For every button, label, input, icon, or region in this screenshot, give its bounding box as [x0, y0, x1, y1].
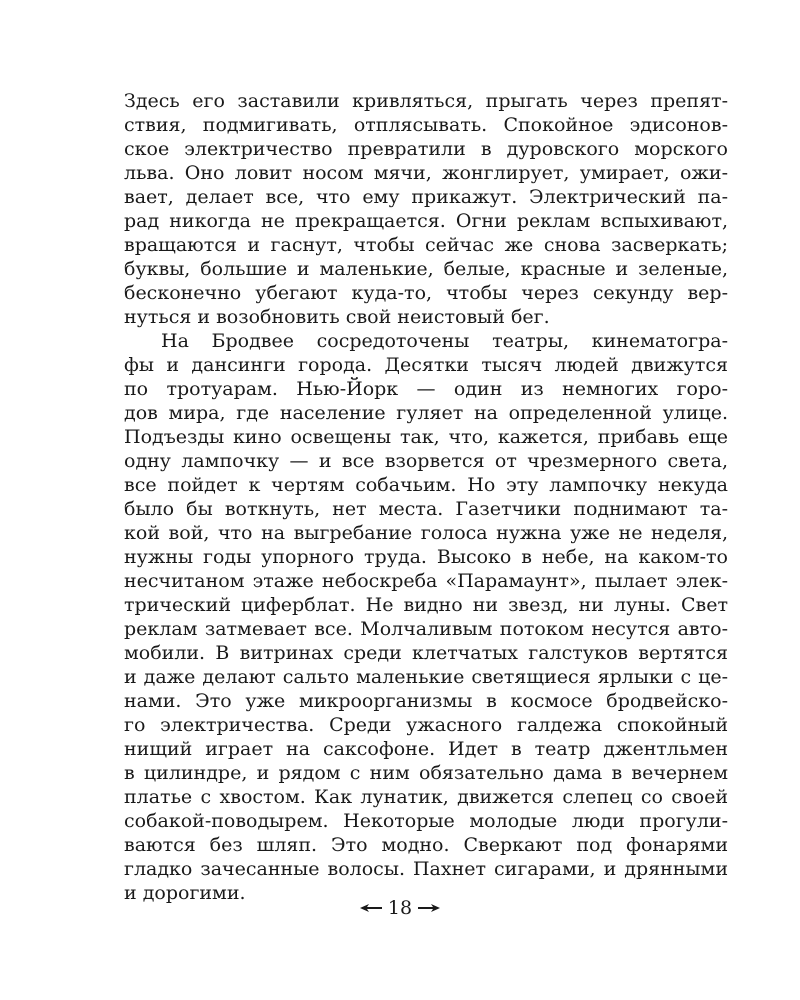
text-line: собакой-поводырем. Некоторые молодые люди прогули-	[124, 810, 728, 832]
text-line: На Бродвее сосредоточены театры, кинематогра-	[161, 330, 728, 352]
text-line: вает, делает все, что ему прикажут. Электрический па-	[124, 186, 728, 208]
text-line: несчитаном этаже небоскреба «Парамаунт», пылает элек-	[124, 570, 728, 592]
text-line: нуться и возобновить свой неистовый бег.	[124, 306, 550, 328]
page-body	[124, 89, 728, 905]
text-line: буквы, большие и маленькие, белые, красные и зеленые,	[124, 258, 728, 280]
text-line: платье с хвостом. Как лунатик, движется слепец со своей	[124, 786, 728, 808]
text-line: Подъезды кино освещены так, что, кажется, прибавь еще	[124, 426, 728, 448]
text-line: и дорогими.	[124, 882, 246, 904]
left-arrow-ornament-icon	[360, 903, 382, 913]
text-line: рад никогда не прекращается. Огни реклам вспыхивают,	[124, 210, 728, 232]
paragraph-2	[124, 329, 728, 905]
text-line: нищий играет на саксофоне. Идет в театр джентльмен	[124, 738, 728, 760]
text-line: льва. Оно ловит носом мячи, жонглирует, умирает, ожи-	[124, 162, 728, 184]
paragraph-1	[124, 89, 728, 329]
text-line: реклам затмевает все. Молчаливым потоком несутся авто-	[124, 618, 728, 640]
text-line: мобили. В витринах среди клетчатых галстуков вертятся	[124, 642, 728, 664]
text-line: кой вой, что на выгребание голоса нужна уже не неделя,	[124, 522, 728, 544]
text-line: нами. Это уже микроорганизмы в космосе бродвейско-	[124, 690, 728, 712]
text-line: ское электричество превратили в дуровского морского	[124, 138, 728, 160]
text-line: ваются без шляп. Это модно. Сверкают под фонарями	[124, 834, 728, 856]
text-line: дов мира, где население гуляет на определенной улице.	[124, 402, 728, 424]
text-line: нужны годы упорного труда. Высоко в небе, на каком-то	[124, 546, 728, 568]
text-line: Здесь его заставили кривляться, прыгать через препят-	[124, 90, 728, 112]
text-line: бесконечно убегают куда-то, чтобы через секунду вер-	[124, 282, 728, 304]
text-line: фы и дансинги города. Десятки тысяч людей движутся	[124, 354, 728, 376]
text-line: ствия, подмигивать, отплясывать. Спокойное эдисонов-	[124, 114, 728, 136]
right-arrow-ornament-icon	[418, 903, 440, 913]
text-line: гладко зачесанные волосы. Пахнет сигарами, и дрянными	[124, 858, 728, 880]
text-line: го электричества. Среди ужасного галдежа спокойный	[124, 714, 728, 736]
text-line: одну лампочку — и все взорвется от чрезмерного света,	[124, 450, 728, 472]
text-line: вращаются и гаснут, чтобы сейчас же снова засверкать;	[124, 234, 728, 256]
text-line: по тротуарам. Нью-Йорк — один из немногих горо-	[124, 378, 728, 400]
text-line: было бы воткнуть, нет места. Газетчики поднимают та-	[124, 498, 728, 520]
text-line: и даже делают сальто маленькие светящиеся ярлыки с це-	[124, 666, 728, 688]
text-line: в цилиндре, и рядом с ним обязательно дама в вечернем	[124, 762, 728, 784]
page-number: 18	[387, 897, 413, 919]
page-footer	[0, 896, 800, 920]
text-line: все пойдет к чертям собачьим. Но эту лампочку некуда	[124, 474, 728, 496]
text-line: трический циферблат. Не видно ни звезд, ни луны. Свет	[124, 594, 728, 616]
